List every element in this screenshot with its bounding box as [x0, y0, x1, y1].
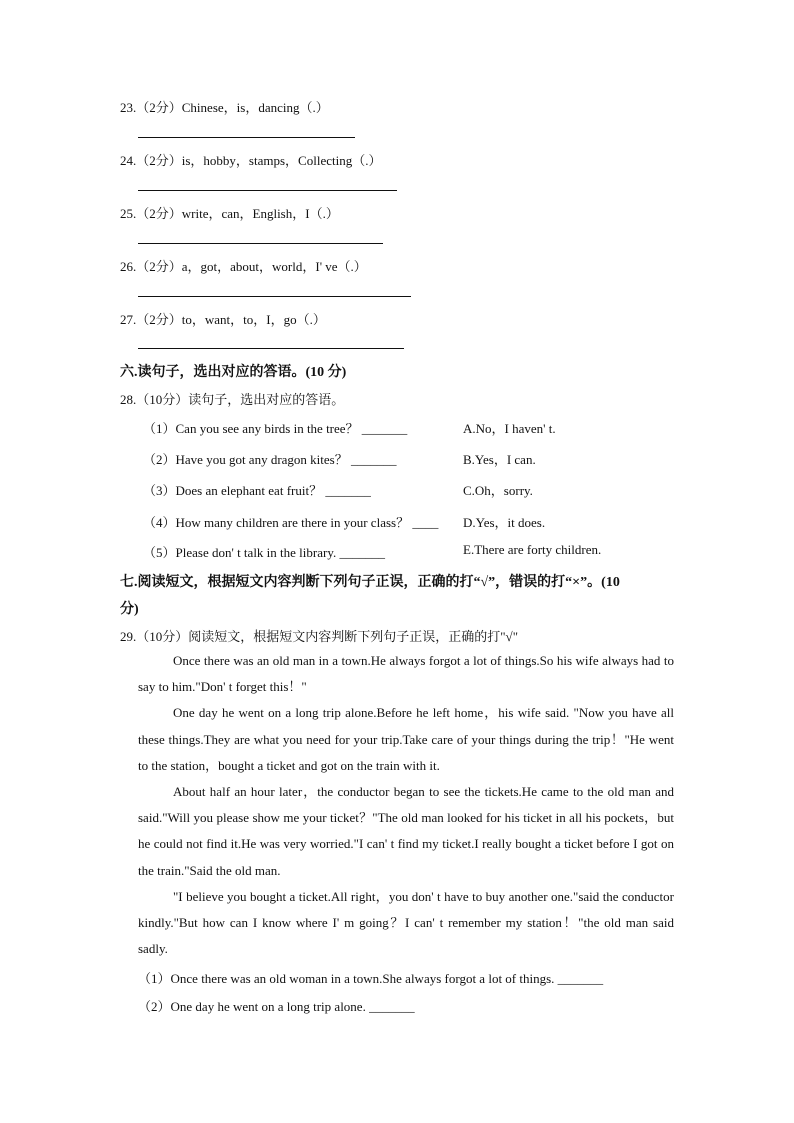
section-6-heading: 六.读句子，选出对应的答语。(10 分) [120, 365, 347, 380]
q28-option-d: D.Yes，it does. [463, 515, 546, 530]
passage-paragraph-3: About half an hour later，the conductor began to see the tickets.He came to the old man and said."Will you please show me your ticket？"The old man looked for his ticket in all his pockets，but he could not find it.He was very worried."I can' t find my ticket.I really bought a ticket before I got on the train."Said the old man. [138, 784, 674, 878]
section-7-heading-cont: 分) [120, 602, 139, 617]
question-27: 27.（2分）to，want，to，I，go（.） [120, 312, 326, 327]
section-7-heading: 七.阅读短文，根据短文内容判断下列句子正误，正确的打“√”，错误的打“×”。(10 [120, 575, 620, 590]
question-23: 23.（2分）Chinese，is，dancing（.） [120, 100, 329, 115]
reading-passage [138, 648, 674, 962]
question-25: 25.（2分）write，can，English，I（.） [120, 206, 339, 221]
passage-paragraph-2: One day he went on a long trip alone.Before he left home，his wife said. "Now you have all these things.They are what you need for your trip.Take care of your things during the trip！"He went to the station，bought a ticket and got on the train with it. [138, 705, 674, 773]
question-28: 28.（10分）读句子，选出对应的答语。 [120, 392, 345, 407]
answer-line-25[interactable] [138, 243, 383, 244]
answer-line-23[interactable] [138, 137, 355, 138]
q28-option-c: C.Oh，sorry. [463, 483, 533, 498]
q28-item-1: （1）Can you see any birds in the tree？ _______ [143, 421, 408, 436]
answer-line-26[interactable] [138, 296, 411, 297]
q29-item-2: （2）One day he went on a long trip alone. _______ [138, 999, 415, 1014]
passage-paragraph-1: Once there was an old man in a town.He always forgot a lot of things.So his wife always had to say to him."Don' t forget this！" [138, 653, 674, 695]
q28-option-e: E.There are forty children. [463, 542, 602, 557]
answer-line-24[interactable] [138, 190, 397, 191]
question-26: 26.（2分）a，got，about，world，I' ve（.） [120, 259, 367, 274]
passage-paragraph-4: "I believe you bought a ticket.All right，you don' t have to buy another one."said the conductor kindly."But how can I know where I' m going？I can' t remember my station！"the old man said sadly. [138, 888, 674, 957]
question-29: 29.（10分）阅读短文，根据短文内容判断下列句子正误，正确的打"√" [120, 629, 518, 644]
question-24: 24.（2分）is，hobby，stamps，Collecting（.） [120, 153, 382, 168]
q28-item-3: （3）Does an elephant eat fruit？ _______ [143, 483, 371, 498]
answer-line-27[interactable] [138, 348, 404, 349]
q28-item-2: （2）Have you got any dragon kites？ _______ [143, 452, 397, 467]
q28-item-5: （5）Please don' t talk in the library. _______ [143, 545, 385, 560]
q28-item-4: （4）How many children are there in your class？ ____ [143, 515, 439, 530]
q28-option-b: B.Yes，I can. [463, 452, 536, 467]
q28-option-a: A.No，I haven' t. [463, 421, 556, 436]
q29-item-1: （1）Once there was an old woman in a town.She always forgot a lot of things. _______ [138, 971, 604, 986]
